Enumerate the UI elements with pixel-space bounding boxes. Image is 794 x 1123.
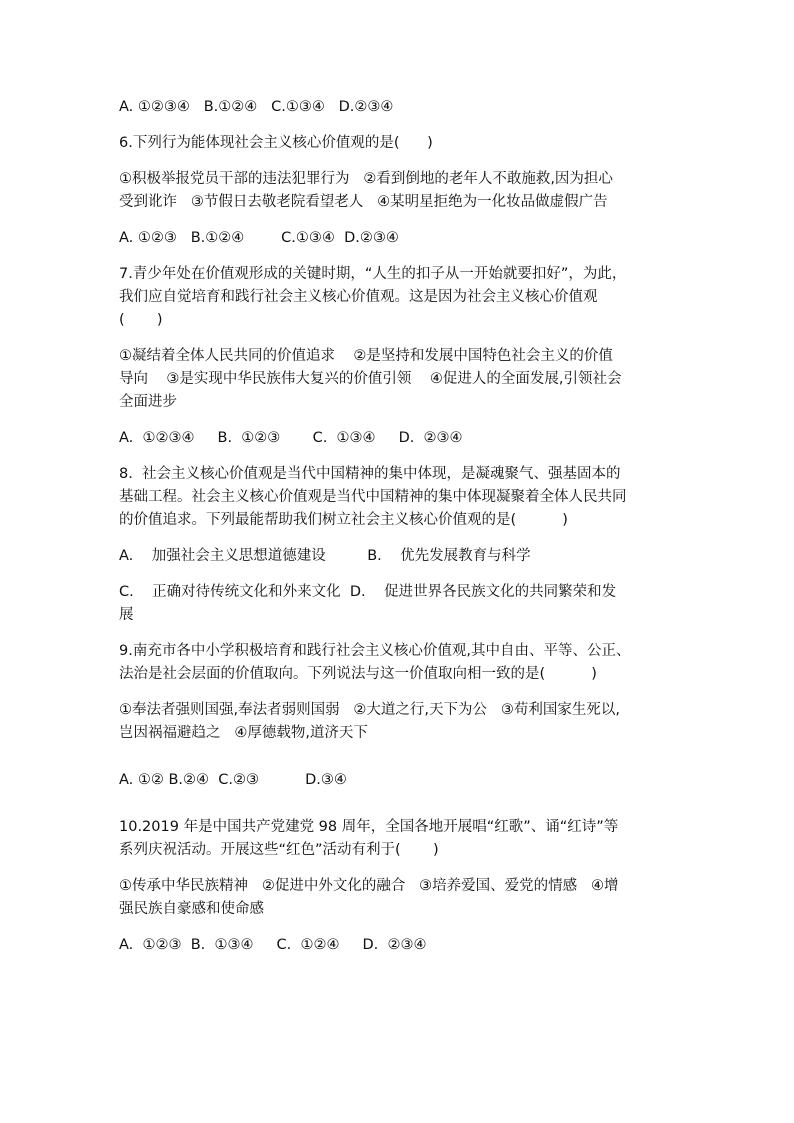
q5-options: A. ①②③④ B.①②④ C.①③④ D.②③④ — [119, 99, 394, 115]
q9-options: A. ①② B.②④ C.②③ D.③④ — [119, 772, 347, 788]
q10-stem-line: 系列庆祝活动。开展这些“红色”活动有利于( ) — [119, 842, 439, 858]
q9-stem-line: 9.南充市各中小学积极培育和践行社会主义核心价值观,其中自由、平等、公正、 — [119, 643, 631, 659]
q7-stem-line: 7.青少年处在价值观形成的关键时期，“人生的扣子从一开始就要扣好”，为此， — [119, 266, 627, 282]
q7-stem-line: ( ) — [119, 312, 163, 328]
q6-statement-line: 受到讹诈 ③节假日去敬老院看望老人 ④某明星拒绝为一化妆品做虚假广告 — [119, 194, 608, 210]
q7-stem-line: 我们应自觉培育和践行社会主义核心价值观。这是因为社会主义核心价值观 — [119, 289, 598, 305]
q6-statement-line: ①积极举报党员干部的违法犯罪行为 ②看到倒地的老年人不敢施救,因为担心 — [119, 171, 613, 187]
q6-stem: 6.下列行为能体现社会主义核心价值观的是( ) — [119, 135, 433, 151]
q10-statement-line: 强民族自豪感和使命感 — [119, 901, 264, 917]
q7-options: A. ①②③④ B. ①②③ C. ①③④ D. ②③④ — [119, 430, 463, 446]
q9-statement-line: 岂因祸福避趋之 ④厚德载物,道济天下 — [119, 725, 368, 741]
q8-stem-line: 基础工程。社会主义核心价值观是当代中国精神的集中体现凝聚着全体人民共同 — [119, 489, 627, 505]
q8-options-cd-line: 展 — [119, 607, 134, 623]
q10-statement-line: ①传承中华民族精神 ②促进中外文化的融合 ③培养爱国、爱党的情感 ④增 — [119, 878, 619, 894]
q7-statement-line: 全面进步 — [119, 394, 177, 410]
q9-stem-line: 法治是社会层面的价值取向。下列说法与这一价值取向相一致的是( ) — [119, 666, 597, 682]
q8-stem-line: 的价值追求。下列最能帮助我们树立社会主义核心价值观的是( ) — [119, 512, 568, 528]
q6-options: A. ①②③ B.①②④ C.①③④ D.②③④ — [119, 230, 399, 246]
q9-statement-line: ①奉法者强则国强,奉法者弱则国弱 ②大道之行,天下为公 ③苟利国家生死以, — [119, 702, 620, 718]
q7-statement-line: ①凝结着全体人民共同的价值追求 ②是坚持和发展中国特色社会主义的价值 — [119, 348, 613, 364]
q10-stem-line: 10.2019 年是中国共产党建党 98 周年，全国各地开展唱“红歌”、诵“红诗”等 — [119, 819, 619, 835]
document-page — [119, 96, 679, 957]
q8-options-cd-line: C. 正确对待传统文化和外来文化 D. 促进世界各民族文化的共同繁荣和发 — [119, 584, 617, 600]
q10-options: A. ①②③ B. ①③④ C. ①②④ D. ②③④ — [119, 937, 427, 953]
q8-stem-line: 8. 社会主义核心价值观是当代中国精神的集中体现，是凝魂聚气、强基固本的 — [119, 466, 621, 482]
q8-options-ab: A. 加强社会主义思想道德建设 B. 优先发展教育与科学 — [119, 548, 531, 564]
q7-statement-line: 导向 ③是实现中华民族伟大复兴的价值引领 ④促进人的全面发展,引领社会 — [119, 371, 622, 387]
